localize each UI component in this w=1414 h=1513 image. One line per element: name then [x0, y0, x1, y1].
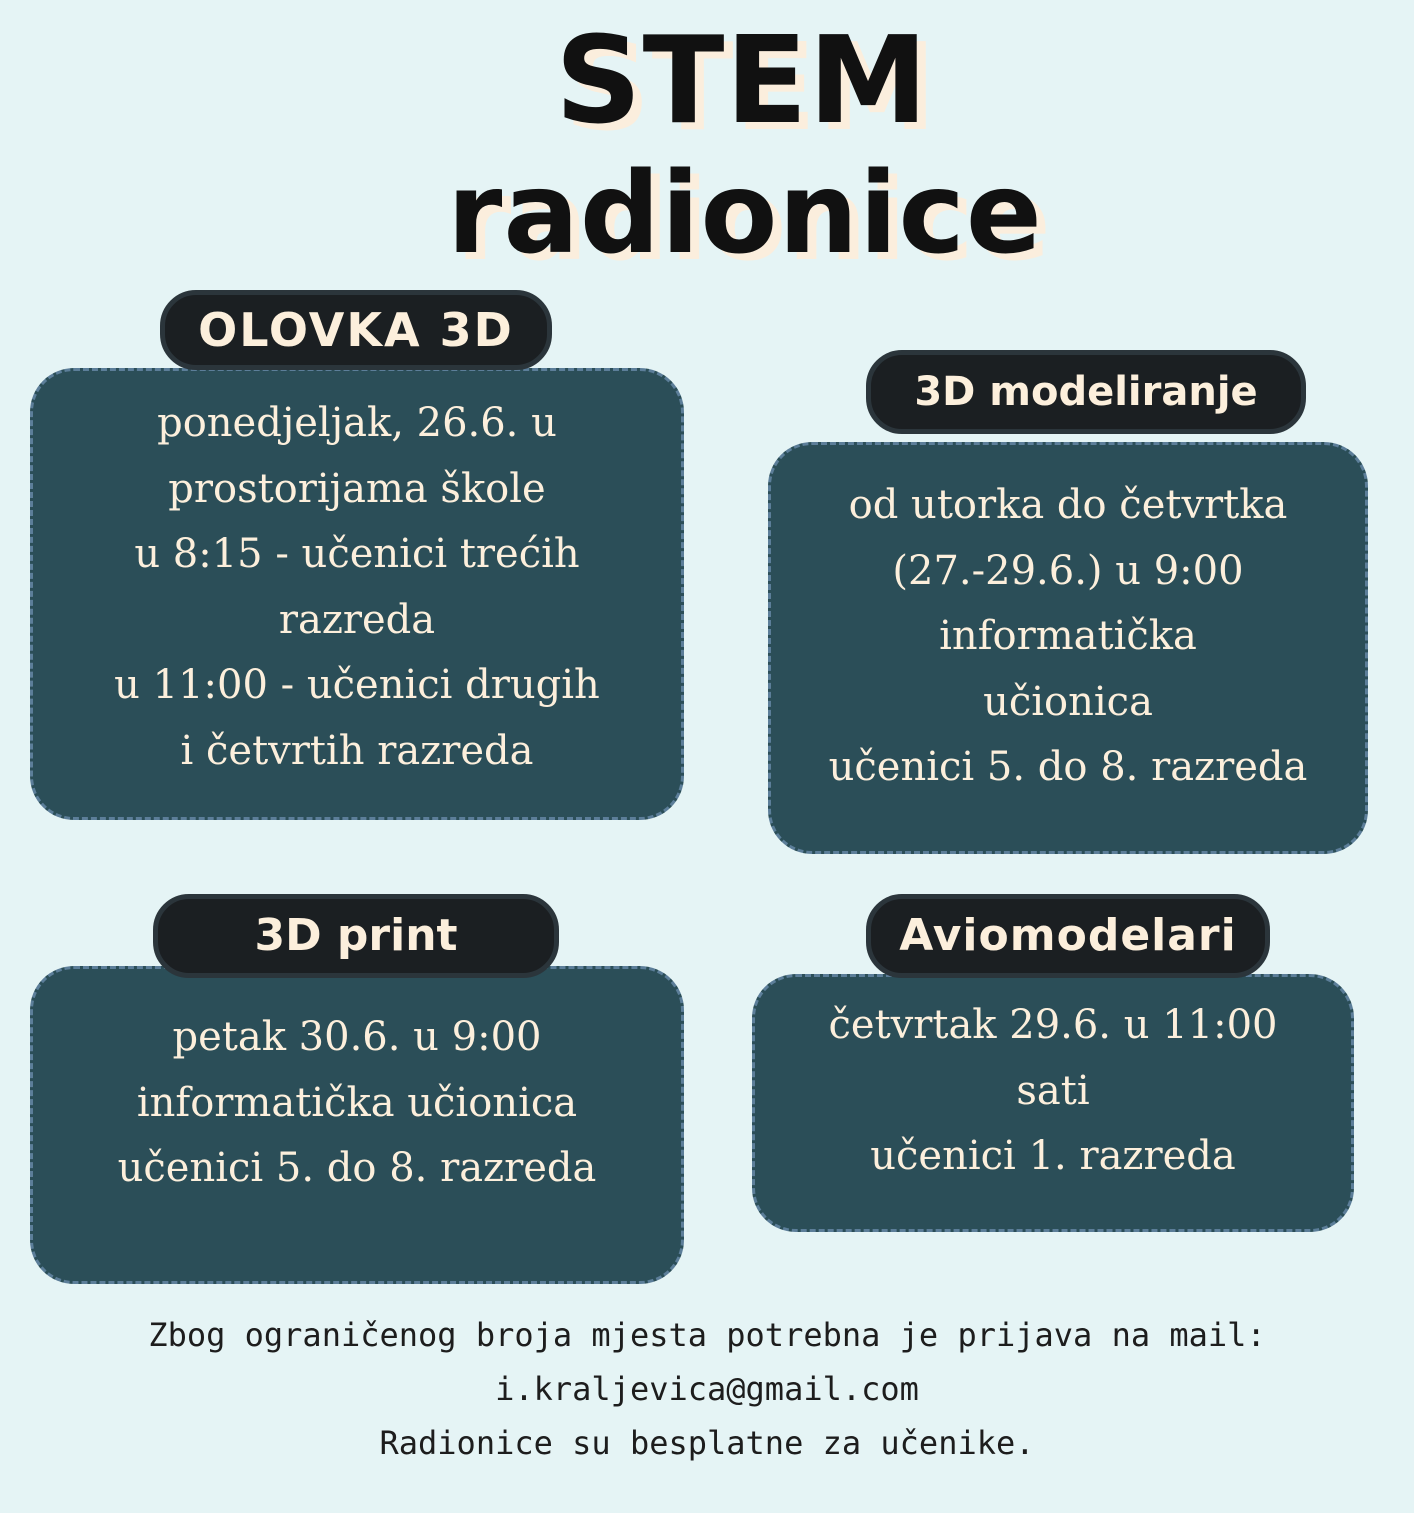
workshop-detail-line: razreda	[278, 596, 436, 643]
workshop-label-3d-print: 3D print	[153, 894, 559, 978]
workshop-detail-line: informatička učionica	[136, 1079, 578, 1126]
workshop-detail-line: prostorijama škole	[168, 465, 546, 512]
workshop-detail-line: učenici 1. razreda	[870, 1133, 1236, 1179]
workshop-detail-line: i četvrtih razreda	[180, 727, 534, 774]
workshop-detail-line: u 8:15 - učenici trećih	[134, 531, 580, 577]
workshop-detail-line: učionica	[983, 678, 1153, 725]
free-of-charge-note: Radionice su besplatne za učenike.	[379, 1424, 1035, 1462]
workshop-label-aviomodelari: Aviomodelari	[866, 894, 1270, 978]
workshop-detail-line: u 11:00 - učenici drugih	[114, 662, 600, 708]
workshop-detail-line: (27.-29.6.) u 9:00	[892, 547, 1244, 594]
workshop-detail-line: petak 30.6. u 9:00	[172, 1014, 542, 1060]
poster-subtitle: radionice	[447, 149, 1043, 279]
registration-email: i.kraljevica@gmail.com	[495, 1370, 919, 1408]
workshop-detail-line: od utorka do četvrtka	[848, 482, 1288, 528]
poster-title: STEM	[555, 12, 929, 151]
workshop-card-olovka-3d	[30, 368, 684, 820]
workshop-detail-line: ponedjeljak, 26.6. u	[157, 400, 557, 446]
workshop-detail-line: sati	[1016, 1067, 1090, 1114]
workshop-detail-line: učenici 5. do 8. razreda	[828, 744, 1308, 790]
workshop-detail-line: četvrtak 29.6. u 11:00	[828, 1002, 1278, 1048]
registration-text: Zbog ograničenog broja mjesta potrebna je prijava na mail:	[148, 1316, 1266, 1354]
workshop-detail-line: informatička	[939, 613, 1197, 659]
workshop-label-3d-modeliranje: 3D modeliranje	[866, 350, 1306, 434]
workshop-detail-line: učenici 5. do 8. razreda	[117, 1145, 597, 1191]
workshop-card-3d-modeliranje	[768, 442, 1368, 854]
workshop-card-aviomodelari	[752, 974, 1354, 1232]
workshop-card-3d-print	[30, 966, 684, 1284]
registration-note	[0, 1308, 1414, 1470]
workshop-label-olovka-3d: OLOVKA 3D	[160, 290, 552, 370]
